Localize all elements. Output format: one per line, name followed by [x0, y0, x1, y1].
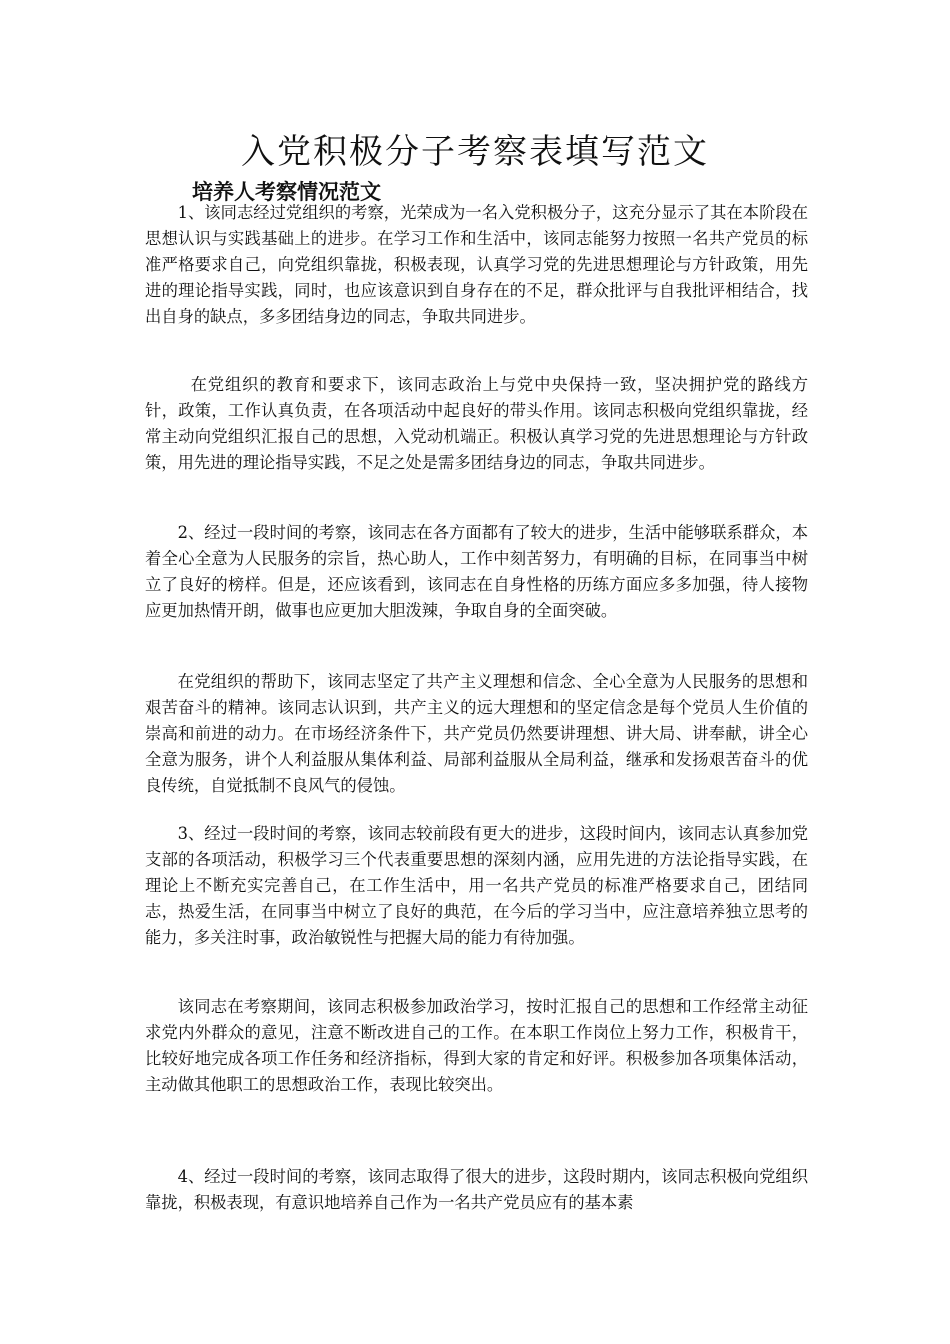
paragraph-4: 在党组织的帮助下，该同志坚定了共产主义理想和信念、全心全意为人民服务的思想和艰苦奋斗的精神。该同志认识到，共产主义的远大理想和的坚定信念是每个党员人生价值的崇高和前进的动力。在市场经济条件下，共产党员仍然要讲理想、讲大局、讲奉献，讲全心全意为服务，讲个人利益服从集体利益、局部利益服从全局利益，继承和发扬艰苦奋斗的优良传统，自觉抵制不良风气的侵蚀。	[145, 672, 808, 795]
paragraph-6: 该同志在考察期间，该同志积极参加政治学习，按时汇报自己的思想和工作经常主动征求党内外群众的意见，注意不断改进自己的工作。在本职工作岗位上努力工作，积极肯干，比较好地完成各项工作任务和经济指标，得到大家的肯定和好评。积极参加各项集体活动，主动做其他职工的思想政治工作，表现比较突出。	[145, 997, 808, 1094]
paragraph-7: 4、经过一段时间的考察，该同志取得了很大的进步，这段时期内，该同志积极向党组织靠拢，积极表现，有意识地培养自己作为一名共产党员应有的基本素	[145, 1167, 808, 1212]
paragraph-2: 在党组织的教育和要求下，该同志政治上与党中央保持一致，坚决拥护党的路线方针，政策，工作认真负责，在各项活动中起良好的带头作用。该同志积极向党组织靠拢，经常主动向党组织汇报自己的思想，入党动机端正。积极认真学习党的先进思想理论与方针政策，用先进的理论指导实践，不足之处是需多团结身边的同志，争取共同进步。	[145, 375, 808, 472]
section-subtitle: 培养人考察情况范文	[192, 180, 381, 204]
paragraph-5: 3、经过一段时间的考察，该同志较前段有更大的进步，这段时间内，该同志认真参加党支部的各项活动，积极学习三个代表重要思想的深刻内涵，应用先进的方法论指导实践，在理论上不断充实完善自己，在工作生活中，用一名共产党员的标准严格要求自己，团结同志，热爱生活，在同事当中树立了良好的典范，在今后的学习当中，应注意培养独立思考的能力，多关注时事，政治敏锐性与把握大局的能力有待加强。	[145, 824, 808, 947]
paragraph-3: 2、经过一段时间的考察，该同志在各方面都有了较大的进步，生活中能够联系群众，本着全心全意为人民服务的宗旨，热心助人，工作中刻苦努力，有明确的目标，在同事当中树立了良好的榜样。但是，还应该看到，该同志在自身性格的历练方面应多多加强，待人接物应更加热情开朗，做事也应更加大胆泼辣，争取自身的全面突破。	[145, 523, 808, 620]
document-title: 入党积极分子考察表填写范文	[241, 132, 709, 172]
paragraph-1: 1、该同志经过党组织的考察，光荣成为一名入党积极分子，这充分显示了其在本阶段在思想认识与实践基础上的进步。在学习工作和生活中，该同志能努力按照一名共产党员的标准严格要求自己，向党组织靠拢，积极表现，认真学习党的先进思想理论与方针政策，用先进的理论指导实践，同时，也应该意识到自身存在的不足，群众批评与自我批评相结合，找出自身的缺点，多多团结身边的同志，争取共同进步。	[145, 203, 808, 326]
